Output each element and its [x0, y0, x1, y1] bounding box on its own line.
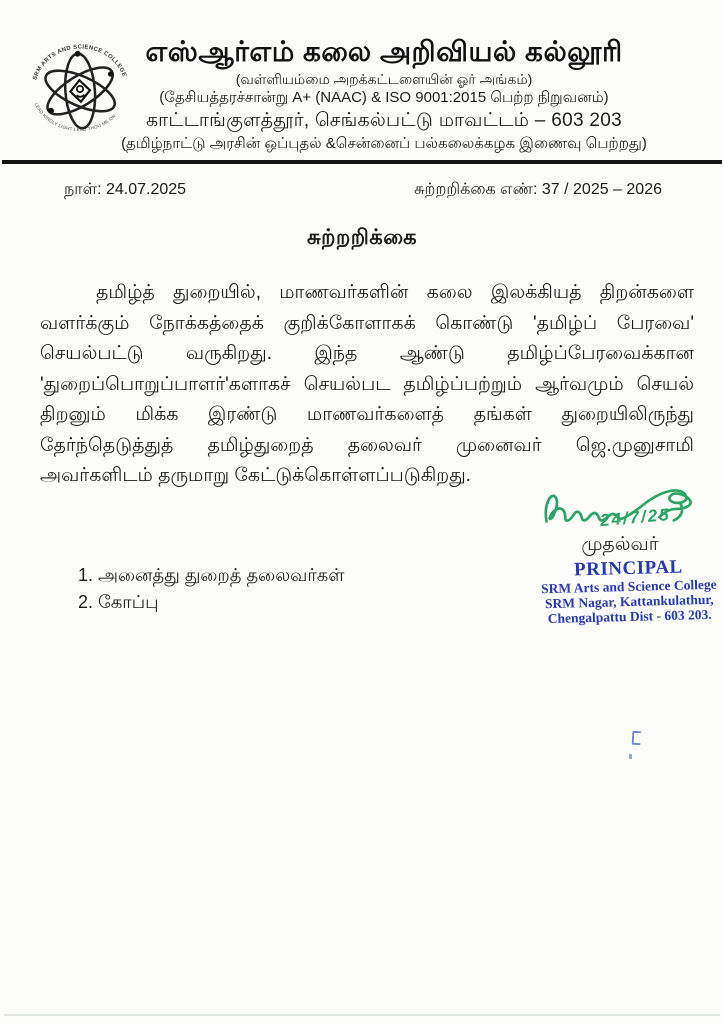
list-item-number: 2.: [78, 592, 94, 612]
stamp-line: PRINCIPAL: [573, 556, 683, 581]
body-paragraph: [40, 278, 694, 492]
list-item-number: 1.: [78, 565, 94, 585]
signature-handwritten-date: 24/7/25: [599, 504, 672, 531]
college-name: எஸ்ஆர்எம் கலை அறிவியல் கல்லூரி: [145, 36, 623, 67]
body-line: தேர்ந்தெடுத்துத் தமிழ்துறைத் தலைவர் முனைவர் ஜெ.முனுசாமி: [40, 434, 694, 456]
list-item-text: அனைத்து துறைத் தலைவர்கள்: [98, 565, 345, 585]
principal-title-tamil: முதல்வர்: [581, 534, 659, 555]
body-line: செயல்பட்டு வருகிறது. இந்த ஆண்டு தமிழ்ப்பேரவைக்கான: [40, 343, 694, 364]
college-logo-atom-icon: [22, 32, 137, 145]
accreditation-line: (தேசியத்தரச்சான்று A+ (NAAC) & ISO 9001:2015 பெற்ற நிறுவனம்): [159, 89, 609, 106]
letterhead: [0, 0, 724, 154]
body-line: வளர்க்கும் நோக்கத்தைக் குறிக்கோளாகக் கொண்டு 'தமிழ்ப் பேரவை': [40, 312, 694, 334]
list-item: [78, 589, 345, 616]
affiliation-line: (தமிழ்நாட்டு அரசின் ஒப்புதல் &சென்னைப் பல்கலைக்கழக இணைவு பெற்றது): [121, 135, 647, 152]
ink-residue-dot: [629, 754, 632, 759]
trust-line: (வள்ளியம்மை அறக்கட்டளையின் ஓர் அங்கம்): [235, 71, 533, 87]
body-line: தமிழ்த் துறையில், மாணவர்களின் கலை இலக்கியத் திறன்களை: [96, 282, 694, 303]
list-item-text: கோப்பு: [98, 592, 159, 612]
list-item: [78, 562, 345, 589]
stamp-line: SRM Arts and Science College: [540, 576, 717, 597]
body-line: திறனும் மிக்க இரண்டு மாணவர்களைத் தங்கள் துறையிலிருந்து: [40, 404, 694, 425]
ink-residue-mark: [632, 731, 642, 745]
stamp-line: Chengalpattu Dist - 603 203.: [547, 606, 712, 627]
logo-bottom-text: LEAD KINDLY LIGHT LEAD THOU ME ON: [33, 101, 117, 133]
body-line: 'துறைப்பொறுப்பாளர்'களாகச் செயல்பட தமிழ்ப்பற்றும் ஆர்வமும் செயல்: [40, 373, 694, 395]
body-line: அவர்களிடம் தருமாறு கேட்டுக்கொள்ளப்படுகிறது.: [40, 465, 471, 486]
stamp-line: SRM Nagar, Kattankulathur,: [544, 591, 714, 612]
document-title: சுற்றறிக்கை: [306, 226, 418, 249]
meta-row: [0, 180, 724, 200]
letterhead-text: [84, 34, 684, 154]
svg-text:LEAD KINDLY LIGHT LEAD THOU ME: [33, 97, 117, 136]
principal-stamp: [537, 556, 721, 627]
logo-center-emblem: [70, 80, 91, 103]
scan-page-edge: [4, 1014, 720, 1016]
logo-top-text: SRM ARTS AND SCIENCE COLLEGE: [32, 44, 128, 82]
address-line: காட்டாங்குளத்தூர், செங்கல்பட்டு மாவட்டம் – 603 203: [145, 110, 622, 131]
circular-number: சுற்றறிக்கை எண்: 37 / 2025 – 2026: [414, 181, 662, 198]
date-label: நாள்: 24.07.2025: [64, 181, 187, 198]
header-divider: [2, 160, 722, 164]
distribution-list: [78, 562, 345, 616]
